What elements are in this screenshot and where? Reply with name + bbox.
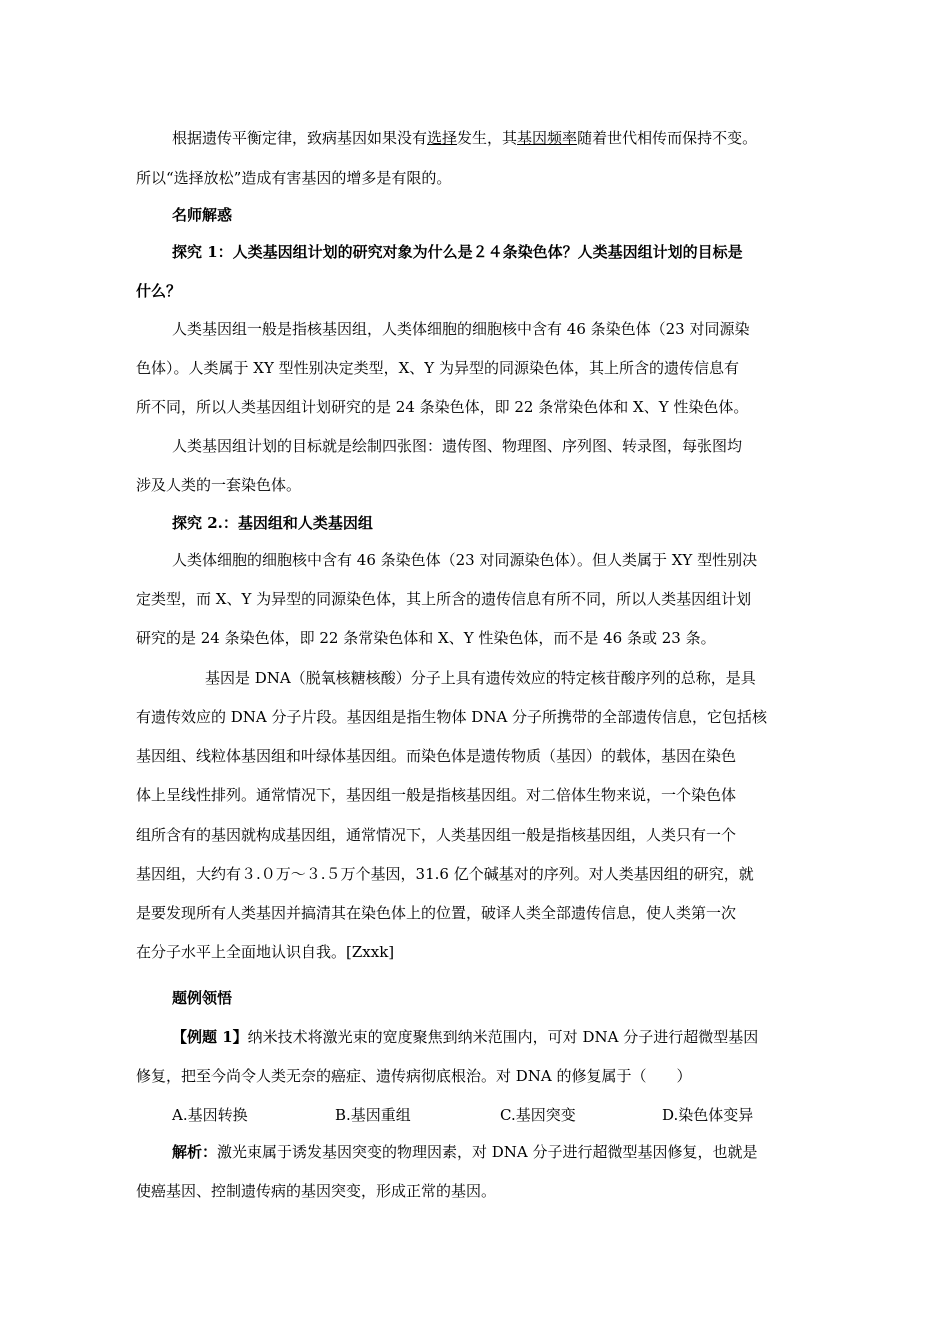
answer-line: 解析：激光束属于诱发基因突变的物理因素，对 DNA 分子进行超微型基因修复，也就是 xyxy=(172,1143,758,1161)
para-line: 基因组，大约有３.０万～３.５万个基因，31.6 亿个碱基对的序列。对人类基因组的研究，就 xyxy=(136,865,754,883)
choice-d: D.染色体变异 xyxy=(662,1106,754,1124)
example-label: 【例题 1】 xyxy=(172,1028,248,1046)
section-heading: 题例领悟 xyxy=(172,989,233,1007)
para-line: 在分子水平上全面地认识自我。[Zxxk] xyxy=(136,943,395,961)
example-line: 【例题 1】纳米技术将激光束的宽度聚焦到纳米范围内，可对 DNA 分子进行超微型基因 xyxy=(172,1028,759,1046)
para-line: 基因是 DNA（脱氧核糖核酸）分子上具有遗传效应的特定核苷酸序列的总称，是具 xyxy=(205,669,756,687)
para-line: 组所含有的基因就构成基因组，通常情况下，人类基因组一般是指核基因组，人类只有一个 xyxy=(136,826,737,844)
para-line: 是要发现所有人类基因并搞清其在染色体上的位置，破译人类全部遗传信息，使人类第一次 xyxy=(136,904,737,922)
para-line: 基因组、线粒体基因组和叶绿体基因组。而染色体是遗传物质（基因）的载体，基因在染色 xyxy=(136,747,737,765)
para-line: 所以“选择放松”造成有害基因的增多是有限的。 xyxy=(136,169,452,187)
question-heading: 什么？ xyxy=(136,282,182,300)
section-heading: 名师解惑 xyxy=(172,206,233,224)
choice-a: A.基因转换 xyxy=(172,1106,248,1124)
para-line: 色体）。人类属于 XY 型性别决定类型，X、Y 为异型的同源染色体，其上所含的遗传信息有 xyxy=(136,359,739,377)
question-heading: 探究 1：人类基因组计划的研究对象为什么是２４条染色体？人类基因组计划的目标是 xyxy=(172,243,743,261)
para-line: 根据遗传平衡定律，致病基因如果没有选择发生，其基因频率随着世代相传而保持不变。 xyxy=(172,129,758,147)
para-line: 研究的是 24 条染色体，即 22 条常染色体和 X、Y 性染色体，而不是 46 条或 23 条。 xyxy=(136,629,716,647)
para-line: 涉及人类的一套染色体。 xyxy=(136,476,302,494)
para-line: 所不同，所以人类基因组计划研究的是 24 条染色体，即 22 条常染色体和 X、Y 性染色体。 xyxy=(136,398,749,416)
choice-c: C.基因突变 xyxy=(500,1106,576,1124)
answer-label: 解析： xyxy=(172,1143,218,1161)
para-line: 定类型，而 X、Y 为异型的同源染色体，其上所含的遗传信息有所不同，所以人类基因组计划 xyxy=(136,590,752,608)
underlined-term: 基因频率 xyxy=(517,129,578,147)
choice-b: B.基因重组 xyxy=(335,1106,411,1124)
underlined-term: 选择 xyxy=(427,129,458,147)
para-line: 人类基因组计划的目标就是绘制四张图：遗传图、物理图、序列图、转录图，每张图均 xyxy=(172,437,743,455)
para-line: 人类体细胞的细胞核中含有 46 条染色体（23 对同源染色体）。但人类属于 XY 型性别决 xyxy=(172,551,758,569)
answer-line: 使癌基因、控制遗传病的基因突变，形成正常的基因。 xyxy=(136,1182,497,1200)
question-heading: 探究 2.：基因组和人类基因组 xyxy=(172,514,373,532)
para-line: 有遗传效应的 DNA 分子片段。基因组是指生物体 DNA 分子所携带的全部遗传信息，它包括核 xyxy=(136,708,768,726)
para-line: 体上呈线性排列。通常情况下，基因组一般是指核基因组。对二倍体生物来说，一个染色体 xyxy=(136,786,737,804)
para-line: 人类基因组一般是指核基因组，人类体细胞的细胞核中含有 46 条染色体（23 对同源染 xyxy=(172,320,750,338)
example-line: 修复，把至今尚令人类无奈的癌症、遗传病彻底根治。对 DNA 的修复属于（ ） xyxy=(136,1067,692,1085)
